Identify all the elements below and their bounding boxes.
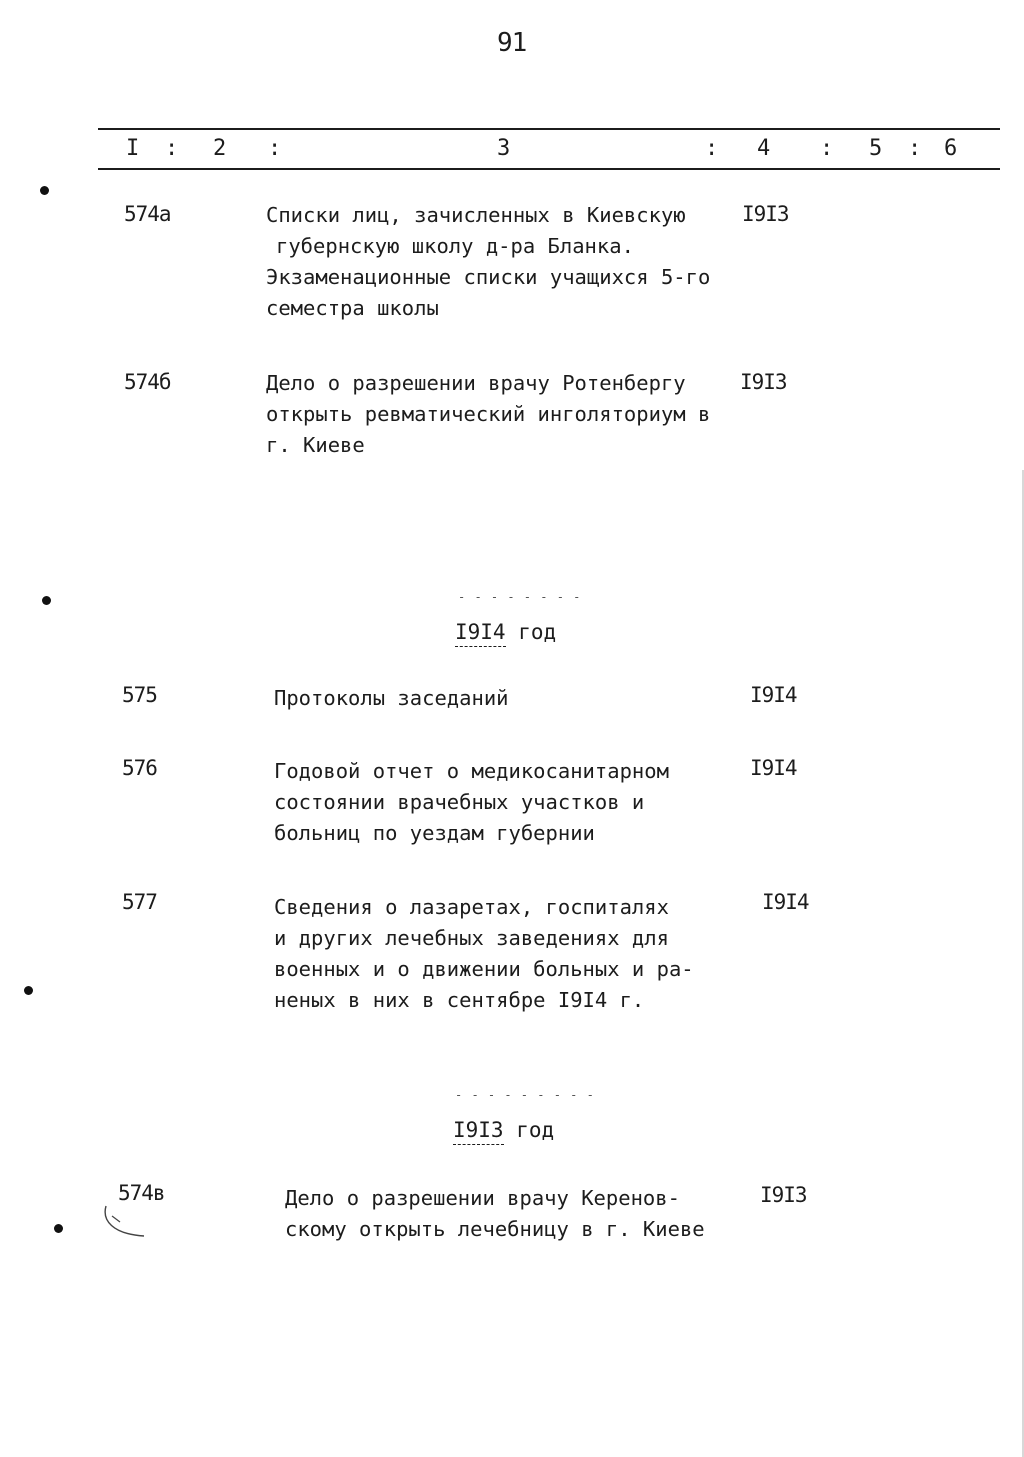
- entry-description: Сведения о лазаретах, госпиталях и других лечебных заведениях для военных и о движении больных и ра- неных в них в сентябре I9I4 г.: [274, 895, 694, 1012]
- entry-description: Дело о разрешении врачу Ротенбергу открыть ревматический инголяториум в г. Киеве: [266, 371, 711, 457]
- entry-code: 575: [122, 683, 157, 707]
- header-col-6: 6: [944, 136, 958, 161]
- entry-description: Годовой отчет о медикосанитарном состоянии врачебных участков и больниц по уездам губернии: [274, 759, 669, 845]
- section-heading-1913: I9I3 год: [453, 1118, 554, 1142]
- page-number: 91: [497, 28, 527, 58]
- entry-year: I9I4: [750, 683, 797, 707]
- entry-year: I9I3: [740, 370, 787, 394]
- section-divider: - - - - - - - - -: [455, 1088, 595, 1102]
- header-col-5: 5: [869, 136, 883, 161]
- entry-code: 574в: [118, 1181, 165, 1205]
- header-col-4: 4: [757, 136, 771, 161]
- entry-code: 576: [122, 756, 157, 780]
- header-sep-2: :: [268, 136, 282, 161]
- header-sep-4: :: [820, 136, 834, 161]
- header-bottom-rule: [98, 168, 1000, 170]
- entry-code: 577: [122, 890, 157, 914]
- entry-year: I9I4: [762, 890, 809, 914]
- section-heading-1914: I9I4 год: [455, 620, 556, 644]
- header-col-3: 3: [497, 136, 511, 161]
- header-sep-1: :: [165, 136, 179, 161]
- entry-description: Списки лиц, зачисленных в Киевскую губернскую школу д-ра Бланка. Экзаменационные списки учащихся 5-го семестра школы: [266, 203, 711, 320]
- entry-year: I9I3: [760, 1183, 807, 1207]
- binding-hole-icon: [54, 1224, 63, 1233]
- entry-code: 574а: [124, 202, 171, 226]
- entry-year: I9I4: [750, 756, 797, 780]
- header-col-1: I: [126, 136, 140, 161]
- header-col-2: 2: [213, 136, 227, 161]
- binding-hole-icon: [24, 986, 33, 995]
- entry-code: 574б: [124, 370, 171, 394]
- header-sep-5: :: [908, 136, 922, 161]
- section-divider: - - - - - - - -: [458, 590, 582, 604]
- entry-description: Протоколы заседаний: [274, 686, 509, 710]
- binding-hole-icon: [40, 186, 49, 195]
- header-top-rule: [98, 128, 1000, 130]
- binding-hole-icon: [42, 596, 51, 605]
- entry-year: I9I3: [742, 202, 789, 226]
- pencil-mark-icon: [98, 1200, 148, 1244]
- header-sep-3: :: [705, 136, 719, 161]
- entry-description: Дело о разрешении врачу Керенов- скому открыть лечебницу в г. Киеве: [285, 1186, 705, 1241]
